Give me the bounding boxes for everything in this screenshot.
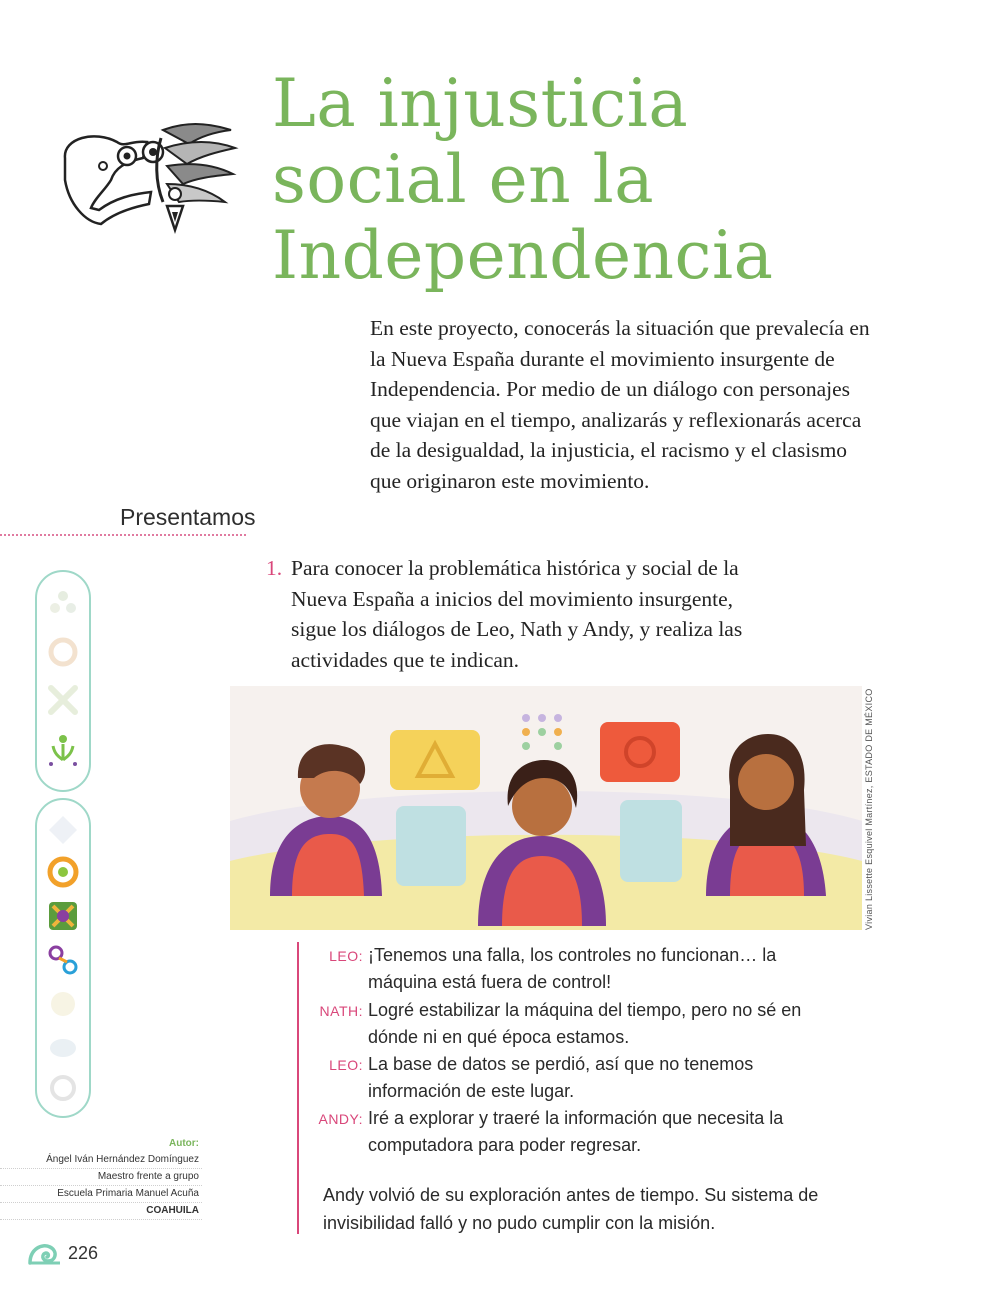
stage-panel-top <box>35 570 91 792</box>
section-divider <box>0 534 246 536</box>
stage-7-icon <box>45 898 81 934</box>
dialogue-line <box>303 942 808 996</box>
stage-4-icon <box>45 732 81 768</box>
author-label: Autor: <box>169 1138 199 1149</box>
speech-text: Logré estabilizar la máquina del tiempo, pero no sé en dónde ni en qué época estamos. <box>368 1000 802 1047</box>
page-footer <box>28 1238 98 1268</box>
stage-2-icon <box>45 634 81 670</box>
stage-1-icon <box>45 586 81 622</box>
activity-text: Para conocer la problemática histórica y social de la Nueva España a inicios del movimiento insurgente, sigue los diálogos de Leo, Nath y Andy, y realiza las actividades que te indican. <box>291 556 743 672</box>
author-role: Maestro frente a grupo <box>0 1169 202 1186</box>
spiral-wave-icon <box>28 1241 62 1265</box>
dialogue-line <box>303 1051 808 1105</box>
author-name: Ángel Iván Hernández Domínguez <box>0 1152 202 1169</box>
speech-text: Iré a explorar y traeré la información que necesita la computadora para poder regresar. <box>368 1108 784 1155</box>
stage-8-icon <box>45 942 81 978</box>
speaker-label: LEO: <box>329 948 363 964</box>
stage-10-icon <box>45 1028 81 1064</box>
dialogue-line <box>303 1105 808 1159</box>
dialogue-line <box>303 997 808 1051</box>
page-number: 226 <box>68 1242 99 1263</box>
title-line: La injusticia <box>272 65 689 142</box>
stage-panel-bottom <box>35 798 91 1118</box>
page-title <box>272 66 872 294</box>
speaker-label: LEO: <box>329 1057 363 1073</box>
stage-9-icon <box>45 986 81 1022</box>
pre-hispanic-glyph-icon <box>55 118 240 236</box>
speech-text: ¡Tenemos una falla, los controles no funcionan… la máquina está fuera de control! <box>368 945 777 992</box>
dialogue-accent-bar <box>297 942 299 1234</box>
section-heading: Presentamos <box>120 504 256 530</box>
intro-paragraph: En este proyecto, conocerás la situación que prevalecía en la Nueva España durante el movimiento insurgente de Independencia. Por medio de un diálogo con personajes que viajan en el tiempo, analizarás y reflexionarás acerca de la desigualdad, la injusticia, el racismo y el clasismo que originaron este movimiento. <box>370 316 870 493</box>
activity-number: 1. <box>266 556 283 580</box>
narration-paragraph: Andy volvió de su exploración antes de tiempo. Su sistema de invisibilidad falló y no pudo cumplir con la misión. <box>323 1185 819 1233</box>
title-line: Independencia <box>272 217 774 294</box>
activity-item <box>266 553 746 675</box>
speaker-label: ANDY: <box>318 1111 363 1127</box>
author-state: COAHUILA <box>0 1203 202 1220</box>
speaker-label: NATH: <box>319 1003 363 1019</box>
speech-text: La base de datos se perdió, así que no tenemos información de este lugar. <box>368 1054 754 1101</box>
author-credits <box>0 1136 202 1220</box>
author-school: Escuela Primaria Manuel Acuña <box>0 1186 202 1203</box>
stage-3-icon <box>45 682 81 718</box>
illustration-time-machine <box>230 686 862 930</box>
stage-6-icon <box>45 854 81 890</box>
title-line: social en la <box>272 141 655 218</box>
stage-5-icon <box>45 812 81 848</box>
illustration-credit <box>864 686 878 930</box>
stage-11-icon <box>45 1070 81 1106</box>
illustration-credit-text: Vivian Lissette Esquivel Martínez, ESTADO DE MÉXICO <box>864 688 874 930</box>
